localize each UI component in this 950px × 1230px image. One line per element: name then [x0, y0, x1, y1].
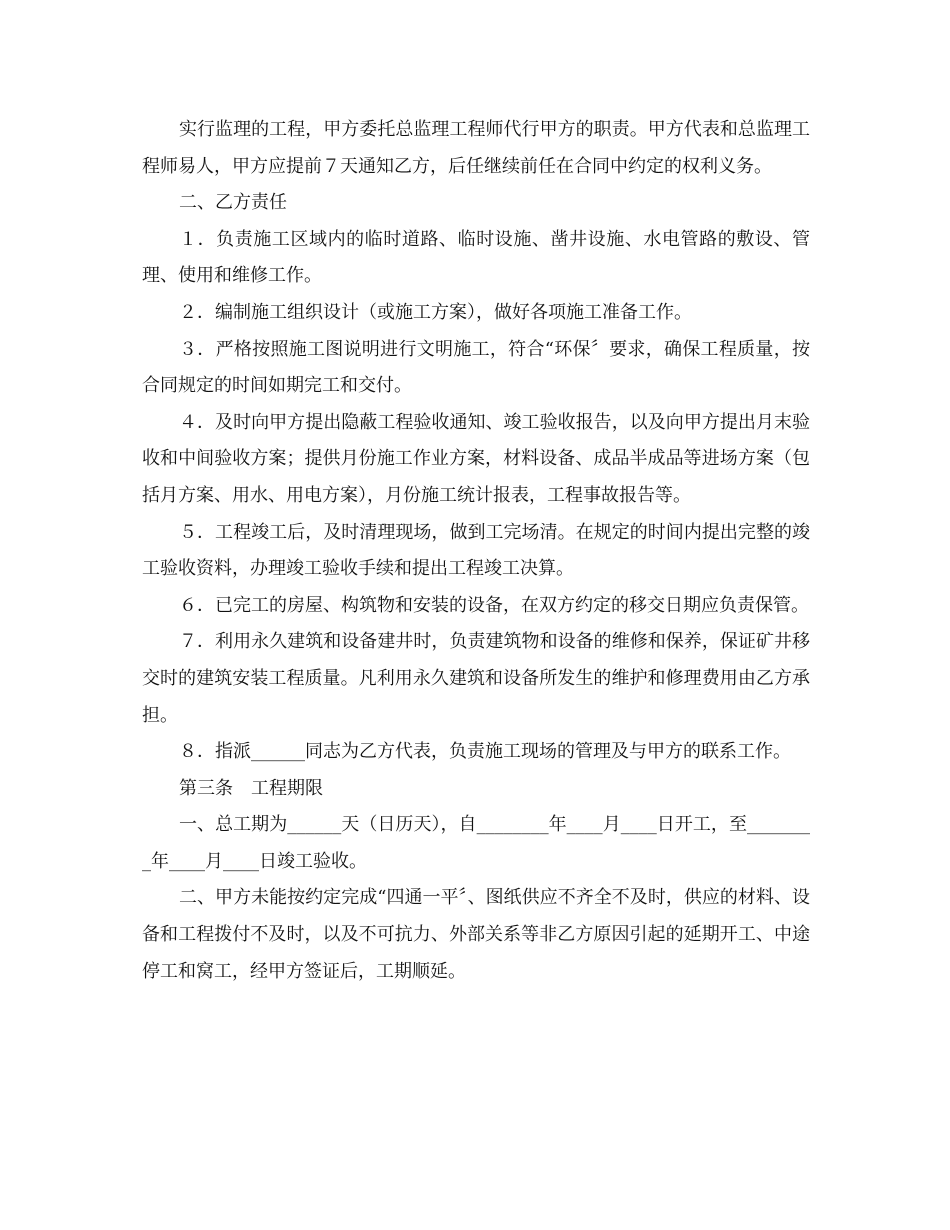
clause-b-4: ４．及时向甲方提出隐蔽工程验收通知、竣工验收报告，以及向甲方提出月末验收和中间验收方案；提供月份施工作业方案，材料设备、成品半成品等进场方案（包括月方案、用水、用电方案），月份施工统计报表，工程事故报告等。 — [142, 411, 810, 506]
clause-b-2: ２．编制施工组织设计（或施工方案），做好各项施工准备工作。 — [179, 301, 692, 323]
clause-b-5: ５．工程竣工后，及时清理现场，做到工完场清。在规定的时间内提出完整的竣工验收资料，办理竣工验收手续和提出工程竣工决算。 — [142, 521, 810, 580]
clause-b-8: ８．指派______同志为乙方代表，负责施工现场的管理及与甲方的联系工作。 — [179, 741, 791, 763]
section-heading-party-b: 二、乙方责任 — [179, 192, 287, 214]
document-body — [142, 112, 810, 990]
clause-b-7: ７．利用永久建筑和设备建井时，负责建筑物和设备的维修和保养，保证矿井移交时的建筑安装工程质量。凡利用永久建筑和设备所发生的维护和修理费用由乙方承担。 — [142, 631, 810, 726]
clause-b-6: ６．已完工的房屋、构筑物和安装的设备，在双方约定的移交日期应负责保管。 — [179, 594, 809, 616]
clause-term-2: 二、甲方未能按约定完成“四通一平〞、图纸供应不齐全不及时，供应的材料、设备和工程拨付不及时，以及不可抗力、外部关系等非乙方原因引起的延期开工、中途停工和窝工，经甲方签证后，工期顺延。 — [142, 887, 810, 982]
clause-b-1: １．负责施工区域内的临时道路、临时设施、凿井设施、水电管路的敷设、管理、使用和维修工作。 — [142, 228, 810, 287]
clause-b-3: ３．严格按照施工图说明进行文明施工，符合“环保〞要求，确保工程质量，按合同规定的时间如期完工和交付。 — [142, 338, 810, 397]
clause-term-1: 一、总工期为______天（日历天），自________年____月____日开工，至________年____月____日竣工验收。 — [142, 814, 810, 872]
paragraph-supervision: 实行监理的工程，甲方委托总监理工程师代行甲方的职责。甲方代表和总监理工程师易人，甲方应提前７天通知乙方，后任继续前任在合同中约定的权利义务。 — [142, 119, 810, 177]
article-heading-3: 第三条 工程期限 — [179, 777, 323, 799]
